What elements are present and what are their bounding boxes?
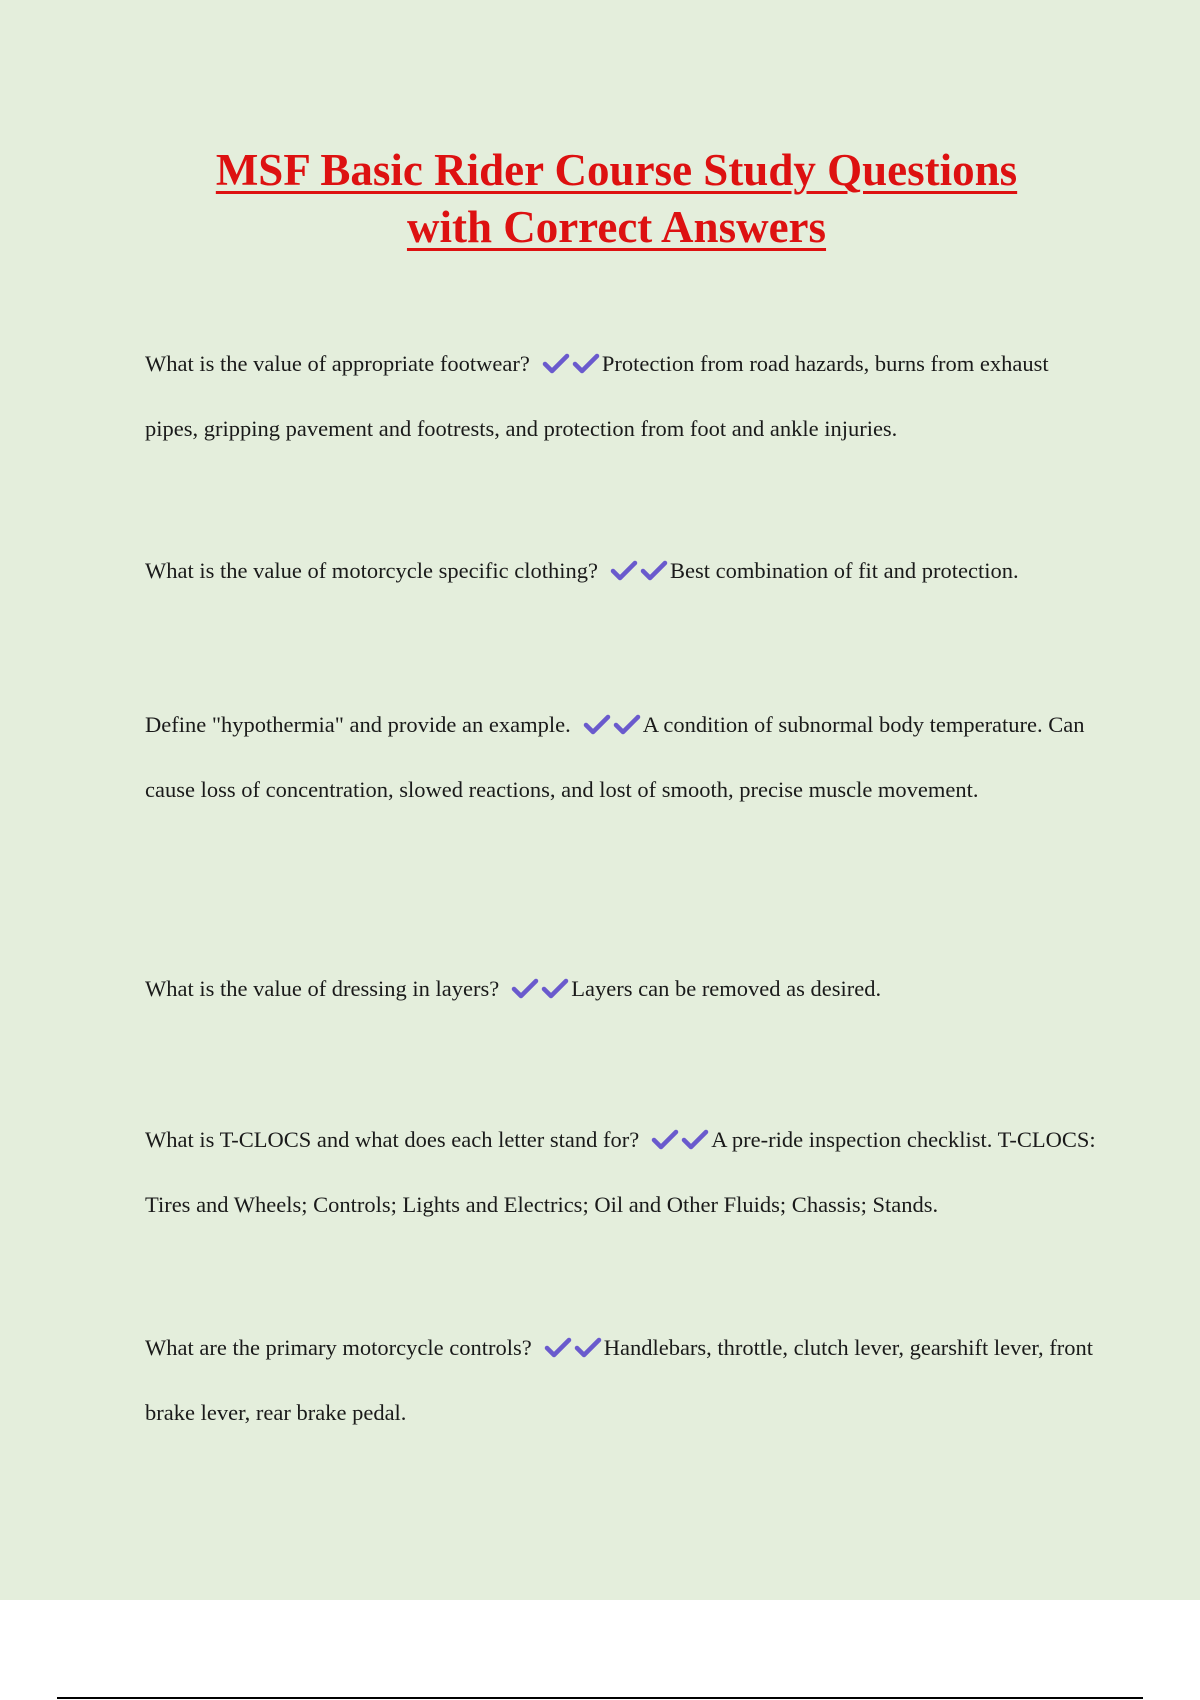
- qa-item: [145, 1317, 1100, 1443]
- checkmark-icon: [542, 351, 570, 375]
- checkmark-icon: [511, 976, 539, 1000]
- checkmark-icon: [541, 976, 569, 1000]
- qa-item: [145, 333, 1100, 459]
- checkmark-icon: [610, 558, 638, 582]
- qa-item: [145, 1109, 1100, 1235]
- checkmark-icon: [574, 1335, 602, 1359]
- answer-text: Best combination of fit and protection.: [669, 558, 1019, 583]
- answer-text: Handlebars, throttle, clutch lever, gearshift lever, front brake lever, rear brake pedal.: [145, 1335, 1093, 1425]
- qa-item: [145, 540, 1100, 605]
- question-text: What is the value of appropriate footwear?: [145, 351, 530, 376]
- checkmark-icon: [640, 558, 668, 582]
- question-text: What is T-CLOCS and what does each letter stand for?: [145, 1127, 640, 1152]
- double-checkmark-icon: [610, 544, 668, 605]
- checkmark-icon: [544, 1335, 572, 1359]
- checkmark-icon: [572, 351, 600, 375]
- answer-text: Protection from road hazards, burns from exhaust pipes, gripping pavement and footrests, and protection from foot and ankle injuries.: [145, 351, 1049, 441]
- double-checkmark-icon: [544, 1321, 602, 1382]
- question-text: What is the value of dressing in layers?: [145, 976, 500, 1001]
- document-title: [100, 142, 1133, 256]
- qa-item: [145, 958, 1100, 1023]
- checkmark-icon: [681, 1127, 709, 1151]
- double-checkmark-icon: [511, 962, 569, 1023]
- double-checkmark-icon: [542, 337, 600, 398]
- answer-text: A pre-ride inspection checklist. T-CLOCS: Tires and Wheels; Controls; Lights and Electrics; Oil and Other Fluids; Chassis; Stands.: [145, 1127, 1096, 1217]
- checkmark-icon: [613, 712, 641, 736]
- question-text: What are the primary motorcycle controls?: [145, 1335, 532, 1360]
- double-checkmark-icon: [583, 698, 641, 759]
- qa-item: [145, 694, 1100, 820]
- answer-text: A condition of subnormal body temperature. Can cause loss of concentration, slowed reactions, and lost of smooth, precise muscle movement.: [145, 712, 1085, 802]
- title-line-1: MSF Basic Rider Course Study Questions: [215, 145, 1018, 195]
- answer-text: Layers can be removed as desired.: [571, 976, 882, 1001]
- page-divider: [57, 1697, 1143, 1699]
- checkmark-icon: [651, 1127, 679, 1151]
- question-text: Define "hypothermia" and provide an example.: [145, 712, 571, 737]
- checkmark-icon: [583, 712, 611, 736]
- double-checkmark-icon: [651, 1113, 709, 1174]
- title-line-2: with Correct Answers: [406, 202, 827, 252]
- question-text: What is the value of motorcycle specific clothing?: [145, 558, 598, 583]
